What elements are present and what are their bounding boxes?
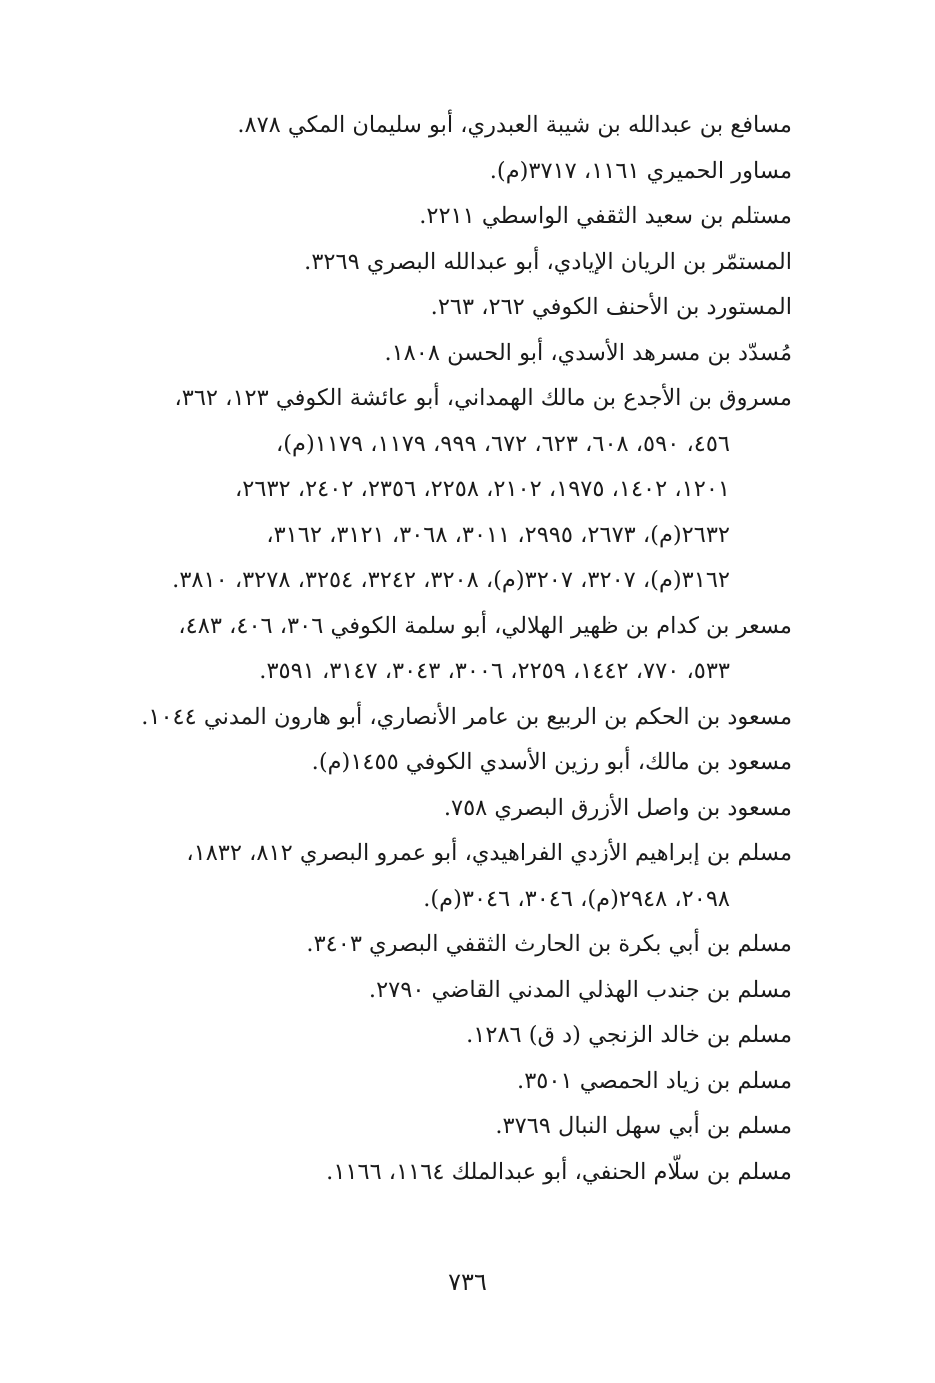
entry-continuation-line: ١٢٠١، ١٤٠٢، ١٩٧٥، ٢١٠٢، ٢٢٥٨، ٢٣٥٦، ٢٤٠٢، ٢٦٣٢، bbox=[235, 476, 730, 502]
index-entries bbox=[95, 103, 792, 1195]
entry-continuation-line: ٣١٦٢(م)، ٣٢٠٧، ٣٢٠٧(م)، ٣٢٠٨، ٣٢٤٢، ٣٢٥٤، ٣٢٧٨، ٣٨١٠. bbox=[172, 567, 730, 593]
entry-line: مسلم بن أبي بكرة بن الحارث الثقفي البصري ٣٤٠٣. bbox=[306, 931, 792, 957]
entry-continuation-line: ٥٣٣، ٧٧٠، ١٤٤٢، ٢٢٥٩، ٣٠٠٦، ٣٠٤٣، ٣١٤٧، ٣٥٩١. bbox=[259, 658, 730, 684]
entry-line: المستورد بن الأحنف الكوفي ٢٦٢، ٢٦٣. bbox=[430, 294, 792, 320]
entry-line: مسلم بن أبي سهل النبال ٣٧٦٩. bbox=[495, 1113, 792, 1139]
entry-continuation-line: ٢٦٣٢(م)، ٢٦٧٣، ٢٩٩٥، ٣٠١١، ٣٠٦٨، ٣١٢١، ٣١٦٢، bbox=[266, 521, 730, 548]
entry-line: مسلم بن سلّام الحنفي، أبو عبدالملك ١١٦٤، ١١٦٦. bbox=[326, 1158, 792, 1185]
entry-line: مسروق بن الأجدع بن مالك الهمداني، أبو عائشة الكوفي ١٢٣، ٣٦٢، bbox=[174, 385, 792, 411]
entry-line: مسلم بن إبراهيم الأزدي الفراهيدي، أبو عمرو البصري ٨١٢، ١٨٣٢، bbox=[186, 840, 792, 866]
entry-line: مساور الحميري ١١٦١، ٣٧١٧(م). bbox=[489, 157, 792, 184]
entry-continuation-line: ٤٥٦، ٥٩٠، ٦٠٨، ٦٢٣، ٦٧٢، ٩٩٩، ١١٧٩، ١١٧٩(م)، bbox=[276, 430, 730, 457]
entry-line: مسلم بن خالد الزنجي (د ق) ١٢٨٦. bbox=[466, 1022, 792, 1048]
entry-continuation-line: ٢٠٩٨، ٢٩٤٨(م)، ٣٠٤٦، ٣٠٤٦(م). bbox=[423, 885, 730, 912]
entry-line: مسعر بن كدام بن ظهير الهلالي، أبو سلمة الكوفي ٣٠٦، ٤٠٦، ٤٨٣، bbox=[178, 612, 792, 639]
entry-line: مسعود بن الحكم بن الربيع بن عامر الأنصاري، أبو هارون المدني ١٠٤٤. bbox=[141, 703, 792, 730]
entry-line: مسعود بن مالك، أبو رزين الأسدي الكوفي ١٤٥٥(م). bbox=[311, 749, 792, 775]
entry-line: المستمّر بن الريان الإيادي، أبو عبدالله البصري ٣٢٦٩. bbox=[304, 248, 792, 275]
entry-line: مسلم بن جندب الهذلي المدني القاضي ٢٧٩٠. bbox=[368, 976, 792, 1003]
entry-line: مستلم بن سعيد الثقفي الواسطي ٢٢١١. bbox=[419, 203, 792, 229]
page-number: ٧٣٦ bbox=[448, 1268, 487, 1296]
entry-line: مسلم بن زياد الحمصي ٣٥٠١. bbox=[517, 1067, 792, 1094]
entry-line: مسافع بن عبدالله بن شيبة العبدري، أبو سليمان المكي ٨٧٨. bbox=[237, 112, 792, 138]
entry-line: مُسدّد بن مسرهد الأسدي، أبو الحسن ١٨٠٨. bbox=[384, 339, 792, 366]
entry-line: مسعود بن واصل الأزرق البصري ٧٥٨. bbox=[443, 794, 792, 821]
